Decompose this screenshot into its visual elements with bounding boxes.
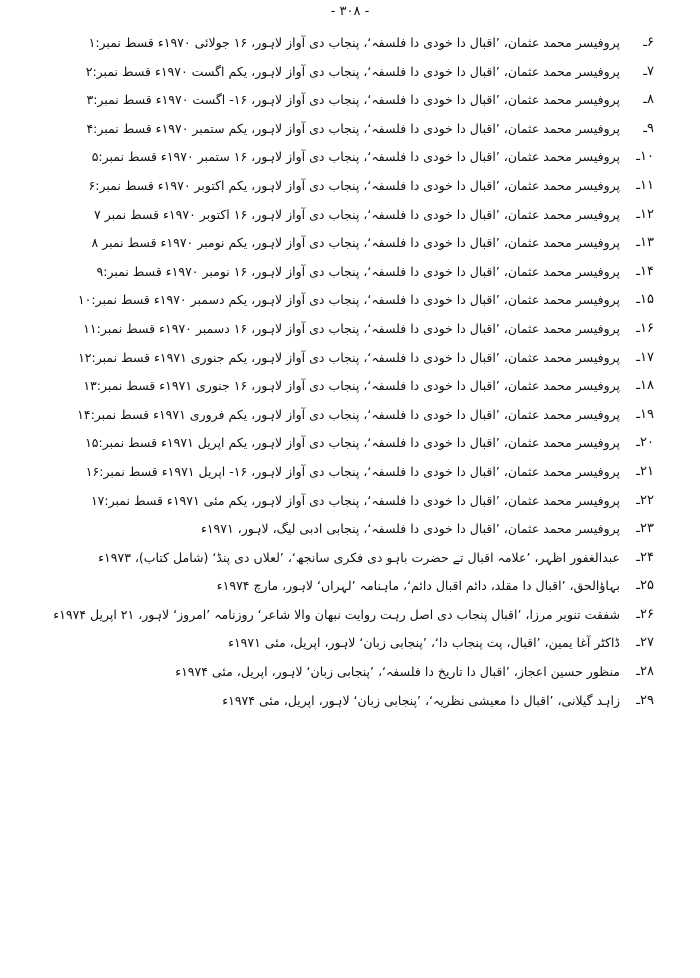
bibliography-entry [0, 404, 700, 433]
entry-number: ۷ـ [643, 63, 654, 79]
bibliography-entry [0, 375, 700, 404]
entry-number: ۱۷ـ [636, 349, 654, 365]
entry-number: ۲۱ـ [636, 463, 654, 479]
entry-text: شفقت تنویر مرزا، ’اقبال پنجاب دی اصل رہت روایت نبھان والا شاعر‘ روزنامہ ’امروز‘ لاہور، ۲۱ اپریل ۱۹۷۴ء [53, 606, 620, 622]
entry-number: ۲۶ـ [636, 606, 654, 622]
entry-text: پروفیسر محمد عثمان، ’اقبال دا خودی دا فلسفہ‘، پنجاب دی آواز لاہور، ۱۶ جولائی ۱۹۷۰ء قسط نمبر:۱ [88, 35, 620, 50]
entry-number: ۱۱ـ [636, 177, 654, 193]
entry-number: ۲۵ـ [636, 578, 654, 594]
bibliography-entry [0, 661, 700, 690]
bibliography-entry [0, 32, 700, 61]
bibliography-entry [0, 461, 700, 490]
entry-text: پروفیسر محمد عثمان، ’اقبال دا خودی دا فلسفہ‘، پنجاب دی آواز لاہور، ۱۶ ستمبر ۱۹۷۰ء قسط نمبر:۵ [91, 149, 620, 165]
entry-text: پروفیسر محمد عثمان، ’اقبال دا خودی دا فلسفہ‘، پنجاب دی آواز لاہور، یکم اپریل ۱۹۷۱ء قسط نمبر:۱۵ [85, 435, 620, 451]
bibliography-entry [0, 232, 700, 261]
bibliography-entry [0, 547, 700, 576]
entry-text: پروفیسر محمد عثمان، ’اقبال دا خودی دا فلسفہ‘، پنجاب دی آواز لاہور، ۱۶ اکتوبر ۱۹۷۰ء قسط نمبر ۷ [94, 206, 620, 222]
bibliography-entry [0, 347, 700, 376]
entry-text: پروفیسر محمد عثمان، ’اقبال دا خودی دا فلسفہ‘، پنجاب دی آواز لاہور، ۱۶ نومبر ۱۹۷۰ء قسط نمبر:۹ [96, 263, 620, 279]
entry-text: پروفیسر محمد عثمان، ’اقبال دا خودی دا فلسفہ‘، پنجاب دی آواز لاہور، یکم مئی ۱۹۷۱ء قسط نمبر:۱۷ [90, 492, 620, 508]
entry-text: پروفیسر محمد عثمان، ’اقبال دا خودی دا فلسفہ‘، پنجاب دی آواز لاہور، یکم نومبر ۱۹۷۰ء قسط نمبر ۸ [91, 235, 620, 251]
entry-number: ۱۸ـ [636, 378, 654, 394]
entry-text: پروفیسر محمد عثمان، ’اقبال دا خودی دا فلسفہ‘، پنجابی ادبی لیگ، لاہور، ۱۹۷۱ء [200, 521, 620, 537]
entry-text: منظور حسین اعجاز، ’اقبال دا تاریخ دا فلسفہ‘، ’پنجابی زبان‘ لاہور، اپریل، مئی ۱۹۷۴ء [175, 664, 620, 680]
entry-number: ۱۹ـ [636, 406, 654, 422]
entry-text: پروفیسر محمد عثمان، ’اقبال دا خودی دا فلسفہ‘، پنجاب دی آواز لاہور، یکم اگست ۱۹۷۰ء قسط نمبر:۲ [85, 63, 620, 79]
bibliography-entry [0, 204, 700, 233]
bibliography-entry [0, 632, 700, 661]
entry-number: ۲۳ـ [636, 521, 654, 537]
entry-number: ۲۴ـ [636, 549, 654, 565]
entry-text: پروفیسر محمد عثمان، ’اقبال دا خودی دا فلسفہ‘، پنجاب دی آواز لاہور، یکم فروری ۱۹۷۱ء قسط نمبر:۱۴ [77, 406, 620, 422]
bibliography-entry [0, 432, 700, 461]
entry-text: پروفیسر محمد عثمان، ’اقبال دا خودی دا فلسفہ‘، پنجاب دی آواز لاہور، یکم اکتوبر ۱۹۷۰ء قسط نمبر:۶ [88, 177, 620, 193]
entry-text: پروفیسر محمد عثمان، ’اقبال دا خودی دا فلسفہ‘، پنجاب دی آواز لاہور، یکم جنوری ۱۹۷۱ء قسط نمبر:۱۲ [78, 349, 620, 365]
entry-text: پروفیسر محمد عثمان، ’اقبال دا خودی دا فلسفہ‘، پنجاب دی آواز لاہور، یکم ستمبر ۱۹۷۰ء قسط نمبر:۴ [86, 120, 620, 136]
page-number: - ۳۰۸ - [330, 4, 370, 19]
bibliography-entry [0, 604, 700, 633]
bibliography-entry [0, 118, 700, 147]
entry-number: ۱۰ـ [636, 149, 654, 165]
entry-text: پروفیسر محمد عثمان، ’اقبال دا خودی دا فلسفہ‘، پنجاب دی آواز لاہور، ۱۶ جنوری ۱۹۷۱ء قسط نمبر:۱۳ [83, 378, 620, 394]
entry-text: پروفیسر محمد عثمان، ’اقبال دا خودی دا فلسفہ‘، پنجاب دی آواز لاہور، ۱۶ دسمبر ۱۹۷۰ء قسط نمبر:۱۱ [83, 320, 620, 336]
bibliography-entry [0, 318, 700, 347]
bibliography-entry [0, 518, 700, 547]
entry-text: عبدالغفور اظہر، ’علامہ اقبال تے حضرت باہو دی فکری سانجھ‘، ’لعلاں دی پنڈ‘ (شامل کتاب)، ۱۹۷۳ء [98, 549, 620, 565]
entry-number: ۸ـ [643, 92, 654, 108]
entry-number: ۲۰ـ [636, 435, 654, 451]
bibliography-entry [0, 289, 700, 318]
entry-number: ۱۵ـ [636, 292, 654, 308]
bibliography-list [0, 32, 700, 718]
bibliography-entry [0, 690, 700, 719]
bibliography-entry [0, 89, 700, 118]
entry-number: ۱۴ـ [636, 263, 654, 279]
entry-text: پروفیسر محمد عثمان، ’اقبال دا خودی دا فلسفہ‘، پنجاب دی آواز لاہور، ۱۶- اگست ۱۹۷۰ء قسط نمبر:۳ [86, 92, 620, 108]
entry-text: ڈاکٹر آغا یمین، ’اقبال، پت پنجاب دا‘، ’پنجابی زبان‘ لاہور، اپریل، مئی ۱۹۷۱ء [228, 635, 620, 651]
bibliography-entry [0, 261, 700, 290]
entry-number: ۲۸ـ [636, 664, 654, 680]
entry-text: پروفیسر محمد عثمان، ’اقبال دا خودی دا فلسفہ‘، پنجاب دی آواز لاہور، ۱۶- اپریل ۱۹۷۱ء قسط نمبر:۱۶ [85, 463, 620, 479]
bibliography-entry [0, 146, 700, 175]
entry-number: ۲۷ـ [636, 635, 654, 651]
entry-number: ۹ـ [643, 120, 654, 136]
bibliography-entry [0, 175, 700, 204]
entry-number: ۱۲ـ [636, 206, 654, 222]
entry-text: پروفیسر محمد عثمان، ’اقبال دا خودی دا فلسفہ‘، پنجاب دی آواز لاہور، یکم دسمبر ۱۹۷۰ء قسط نمبر:۱۰ [77, 292, 620, 308]
entry-number: ۲۲ـ [636, 492, 654, 508]
entry-text: بہاؤالحق، ’اقبال دا مقلد، دائم اقبال دائم‘، ماہنامہ ’لہراں‘ لاہور، مارچ ۱۹۷۴ء [216, 578, 620, 594]
bibliography-entry [0, 61, 700, 90]
entry-number: ۶ـ [643, 35, 654, 50]
entry-text: زاہد گیلانی، ’اقبال دا معیشی نظریہ‘، ’پنجابی زبان‘ لاہور، اپریل، مئی ۱۹۷۴ء [222, 692, 620, 708]
entry-number: ۲۹ـ [636, 692, 654, 708]
entry-number: ۱۳ـ [636, 235, 654, 251]
bibliography-entry [0, 490, 700, 519]
entry-number: ۱۶ـ [636, 320, 654, 336]
bibliography-entry [0, 575, 700, 604]
